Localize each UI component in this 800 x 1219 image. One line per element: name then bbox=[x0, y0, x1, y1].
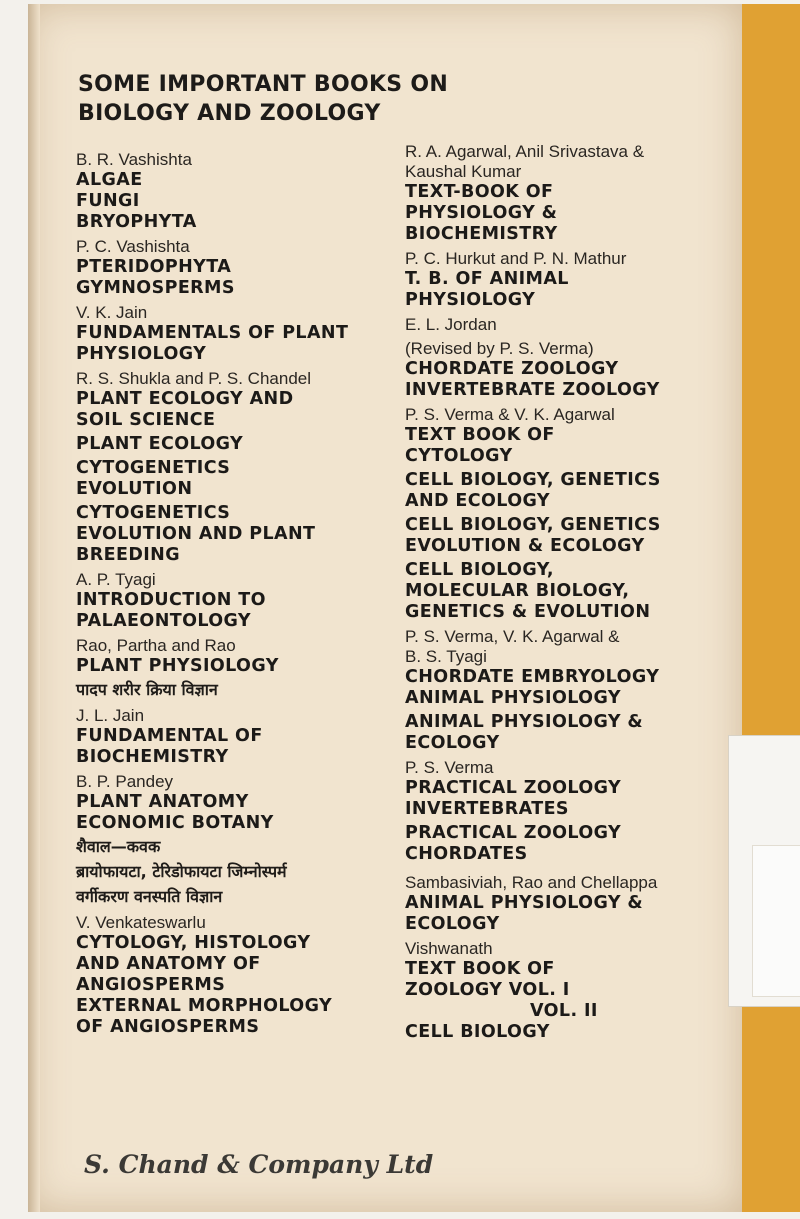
author-name: V. Venkateswarlu bbox=[76, 913, 206, 932]
cover-spine-edge bbox=[28, 4, 40, 1212]
book-entry bbox=[405, 142, 715, 245]
book-title: AND ANATOMY OF bbox=[76, 954, 261, 974]
book-title: TEXT-BOOK OF bbox=[405, 182, 554, 202]
book-title: CHORDATES bbox=[405, 844, 528, 864]
book-title: AND ECOLOGY bbox=[405, 491, 550, 511]
book-entry bbox=[76, 636, 396, 702]
book-title: CYTOGENETICS bbox=[76, 503, 231, 523]
hindi-book-title: वर्गीकरण वनस्पति विज्ञान bbox=[76, 887, 223, 906]
book-title: ECOLOGY bbox=[405, 733, 500, 753]
author-name: Sambasiviah, Rao and Chellappa bbox=[405, 873, 658, 892]
book-title: T. B. OF ANIMAL bbox=[405, 269, 569, 289]
book-entry bbox=[405, 873, 715, 935]
book-title: BRYOPHYTA bbox=[76, 212, 197, 232]
author-name: J. L. Jain bbox=[76, 706, 145, 725]
book-title: ZOOLOGY VOL. I bbox=[405, 980, 570, 1000]
book-title: INVERTEBRATES bbox=[405, 799, 569, 819]
book-title: PLANT PHYSIOLOGY bbox=[76, 656, 279, 676]
author-name: Vishwanath bbox=[405, 939, 493, 958]
author-name: V. K. Jain bbox=[76, 303, 148, 322]
heading-line-2: BIOLOGY AND ZOOLOGY bbox=[78, 101, 381, 126]
reviser-note: (Revised by P. S. Verma) bbox=[405, 339, 594, 358]
book-title: EXTERNAL MORPHOLOGY bbox=[76, 996, 333, 1016]
book-title: CYTOGENETICS bbox=[76, 458, 231, 478]
author-name: R. S. Shukla and P. S. Chandel bbox=[76, 369, 312, 388]
book-title: MOLECULAR BIOLOGY, bbox=[405, 581, 630, 601]
book-title: CELL BIOLOGY, GENETICS bbox=[405, 470, 661, 490]
book-title: CYTOLOGY, HISTOLOGY bbox=[76, 933, 311, 953]
book-entry bbox=[405, 939, 715, 1043]
book-entry bbox=[405, 315, 715, 401]
book-title: CELL BIOLOGY bbox=[405, 1022, 550, 1042]
author-name: P. S. Verma bbox=[405, 758, 494, 777]
library-sticker-label bbox=[752, 845, 800, 997]
book-title: BIOCHEMISTRY bbox=[76, 747, 229, 767]
book-title: PHYSIOLOGY & bbox=[405, 203, 558, 223]
book-title: PLANT ANATOMY bbox=[76, 792, 249, 812]
book-entry bbox=[405, 627, 715, 754]
book-entry bbox=[405, 758, 715, 865]
book-title: FUNGI bbox=[76, 191, 140, 211]
book-title: BREEDING bbox=[76, 545, 180, 565]
book-title: SOIL SCIENCE bbox=[76, 410, 216, 430]
author-name: P. S. Verma & V. K. Agarwal bbox=[405, 405, 615, 424]
book-title: PHYSIOLOGY bbox=[405, 290, 536, 310]
book-entry bbox=[76, 913, 396, 1038]
book-title: CHORDATE ZOOLOGY bbox=[405, 359, 619, 379]
book-entry bbox=[76, 369, 396, 566]
book-entry bbox=[76, 570, 396, 632]
book-title: CHORDATE EMBRYOLOGY bbox=[405, 667, 660, 687]
author-name: B. R. Vashishta bbox=[76, 150, 192, 169]
book-title: PALAEONTOLOGY bbox=[76, 611, 252, 631]
book-title: PLANT ECOLOGY bbox=[76, 434, 244, 454]
book-entry bbox=[76, 303, 396, 365]
hindi-book-title: ब्रायोफायटा, टेरिडोफायटा जिम्नोस्पर्म bbox=[76, 862, 287, 881]
book-title: ECONOMIC BOTANY bbox=[76, 813, 274, 833]
book-entry bbox=[76, 150, 396, 233]
author-name: R. A. Agarwal, Anil Srivastava & bbox=[405, 142, 645, 161]
heading-line-1: SOME IMPORTANT BOOKS ON bbox=[78, 72, 449, 97]
book-title: PRACTICAL ZOOLOGY bbox=[405, 823, 622, 843]
book-title: TEXT BOOK OF bbox=[405, 425, 555, 445]
author-name: E. L. Jordan bbox=[405, 315, 497, 334]
author-name: Rao, Partha and Rao bbox=[76, 636, 236, 655]
book-entry bbox=[76, 706, 396, 768]
book-title: OF ANGIOSPERMS bbox=[76, 1017, 260, 1037]
book-title: INTRODUCTION TO bbox=[76, 590, 266, 610]
page-heading bbox=[78, 70, 448, 128]
book-title: ALGAE bbox=[76, 170, 143, 190]
author-name: A. P. Tyagi bbox=[76, 570, 156, 589]
book-title: TEXT BOOK OF bbox=[405, 959, 555, 979]
book-title: EVOLUTION bbox=[76, 479, 193, 499]
book-title: GENETICS & EVOLUTION bbox=[405, 602, 651, 622]
book-title: EVOLUTION AND PLANT bbox=[76, 524, 316, 544]
left-book-column bbox=[76, 146, 396, 1038]
right-book-column bbox=[405, 138, 715, 1043]
author-name: B. S. Tyagi bbox=[405, 647, 487, 666]
book-title: ANIMAL PHYSIOLOGY bbox=[405, 688, 621, 708]
book-title: PTERIDOPHYTA bbox=[76, 257, 232, 277]
hindi-book-title: शैवाल—कवक bbox=[76, 837, 161, 856]
book-title: ANIMAL PHYSIOLOGY & bbox=[405, 712, 644, 732]
author-name: Kaushal Kumar bbox=[405, 162, 522, 181]
publisher-name: S. Chand & Company Ltd bbox=[84, 1150, 434, 1179]
book-title: CELL BIOLOGY, bbox=[405, 560, 554, 580]
book-title: ANIMAL PHYSIOLOGY & bbox=[405, 893, 644, 913]
book-title: BIOCHEMISTRY bbox=[405, 224, 558, 244]
book-title: VOL. II bbox=[530, 1001, 598, 1021]
book-title: CYTOLOGY bbox=[405, 446, 513, 466]
book-title: PHYSIOLOGY bbox=[76, 344, 207, 364]
book-title: PLANT ECOLOGY AND bbox=[76, 389, 294, 409]
author-name: B. P. Pandey bbox=[76, 772, 174, 791]
book-title: FUNDAMENTALS OF PLANT bbox=[76, 323, 349, 343]
book-entry bbox=[76, 772, 396, 909]
author-name: P. C. Hurkut and P. N. Mathur bbox=[405, 249, 627, 268]
book-title: PRACTICAL ZOOLOGY bbox=[405, 778, 622, 798]
book-title: CELL BIOLOGY, GENETICS bbox=[405, 515, 661, 535]
orange-cover-strip bbox=[742, 4, 800, 1212]
book-entry bbox=[405, 405, 715, 623]
book-title: FUNDAMENTAL OF bbox=[76, 726, 263, 746]
book-title: ECOLOGY bbox=[405, 914, 500, 934]
book-title: EVOLUTION & ECOLOGY bbox=[405, 536, 645, 556]
book-title: GYMNOSPERMS bbox=[76, 278, 235, 298]
book-entry bbox=[405, 249, 715, 311]
book-title: ANGIOSPERMS bbox=[76, 975, 226, 995]
author-name: P. C. Vashishta bbox=[76, 237, 190, 256]
hindi-book-title: पादप शरीर क्रिया विज्ञान bbox=[76, 680, 218, 699]
book-entry bbox=[76, 237, 396, 299]
book-title: INVERTEBRATE ZOOLOGY bbox=[405, 380, 660, 400]
author-name: P. S. Verma, V. K. Agarwal & bbox=[405, 627, 620, 646]
